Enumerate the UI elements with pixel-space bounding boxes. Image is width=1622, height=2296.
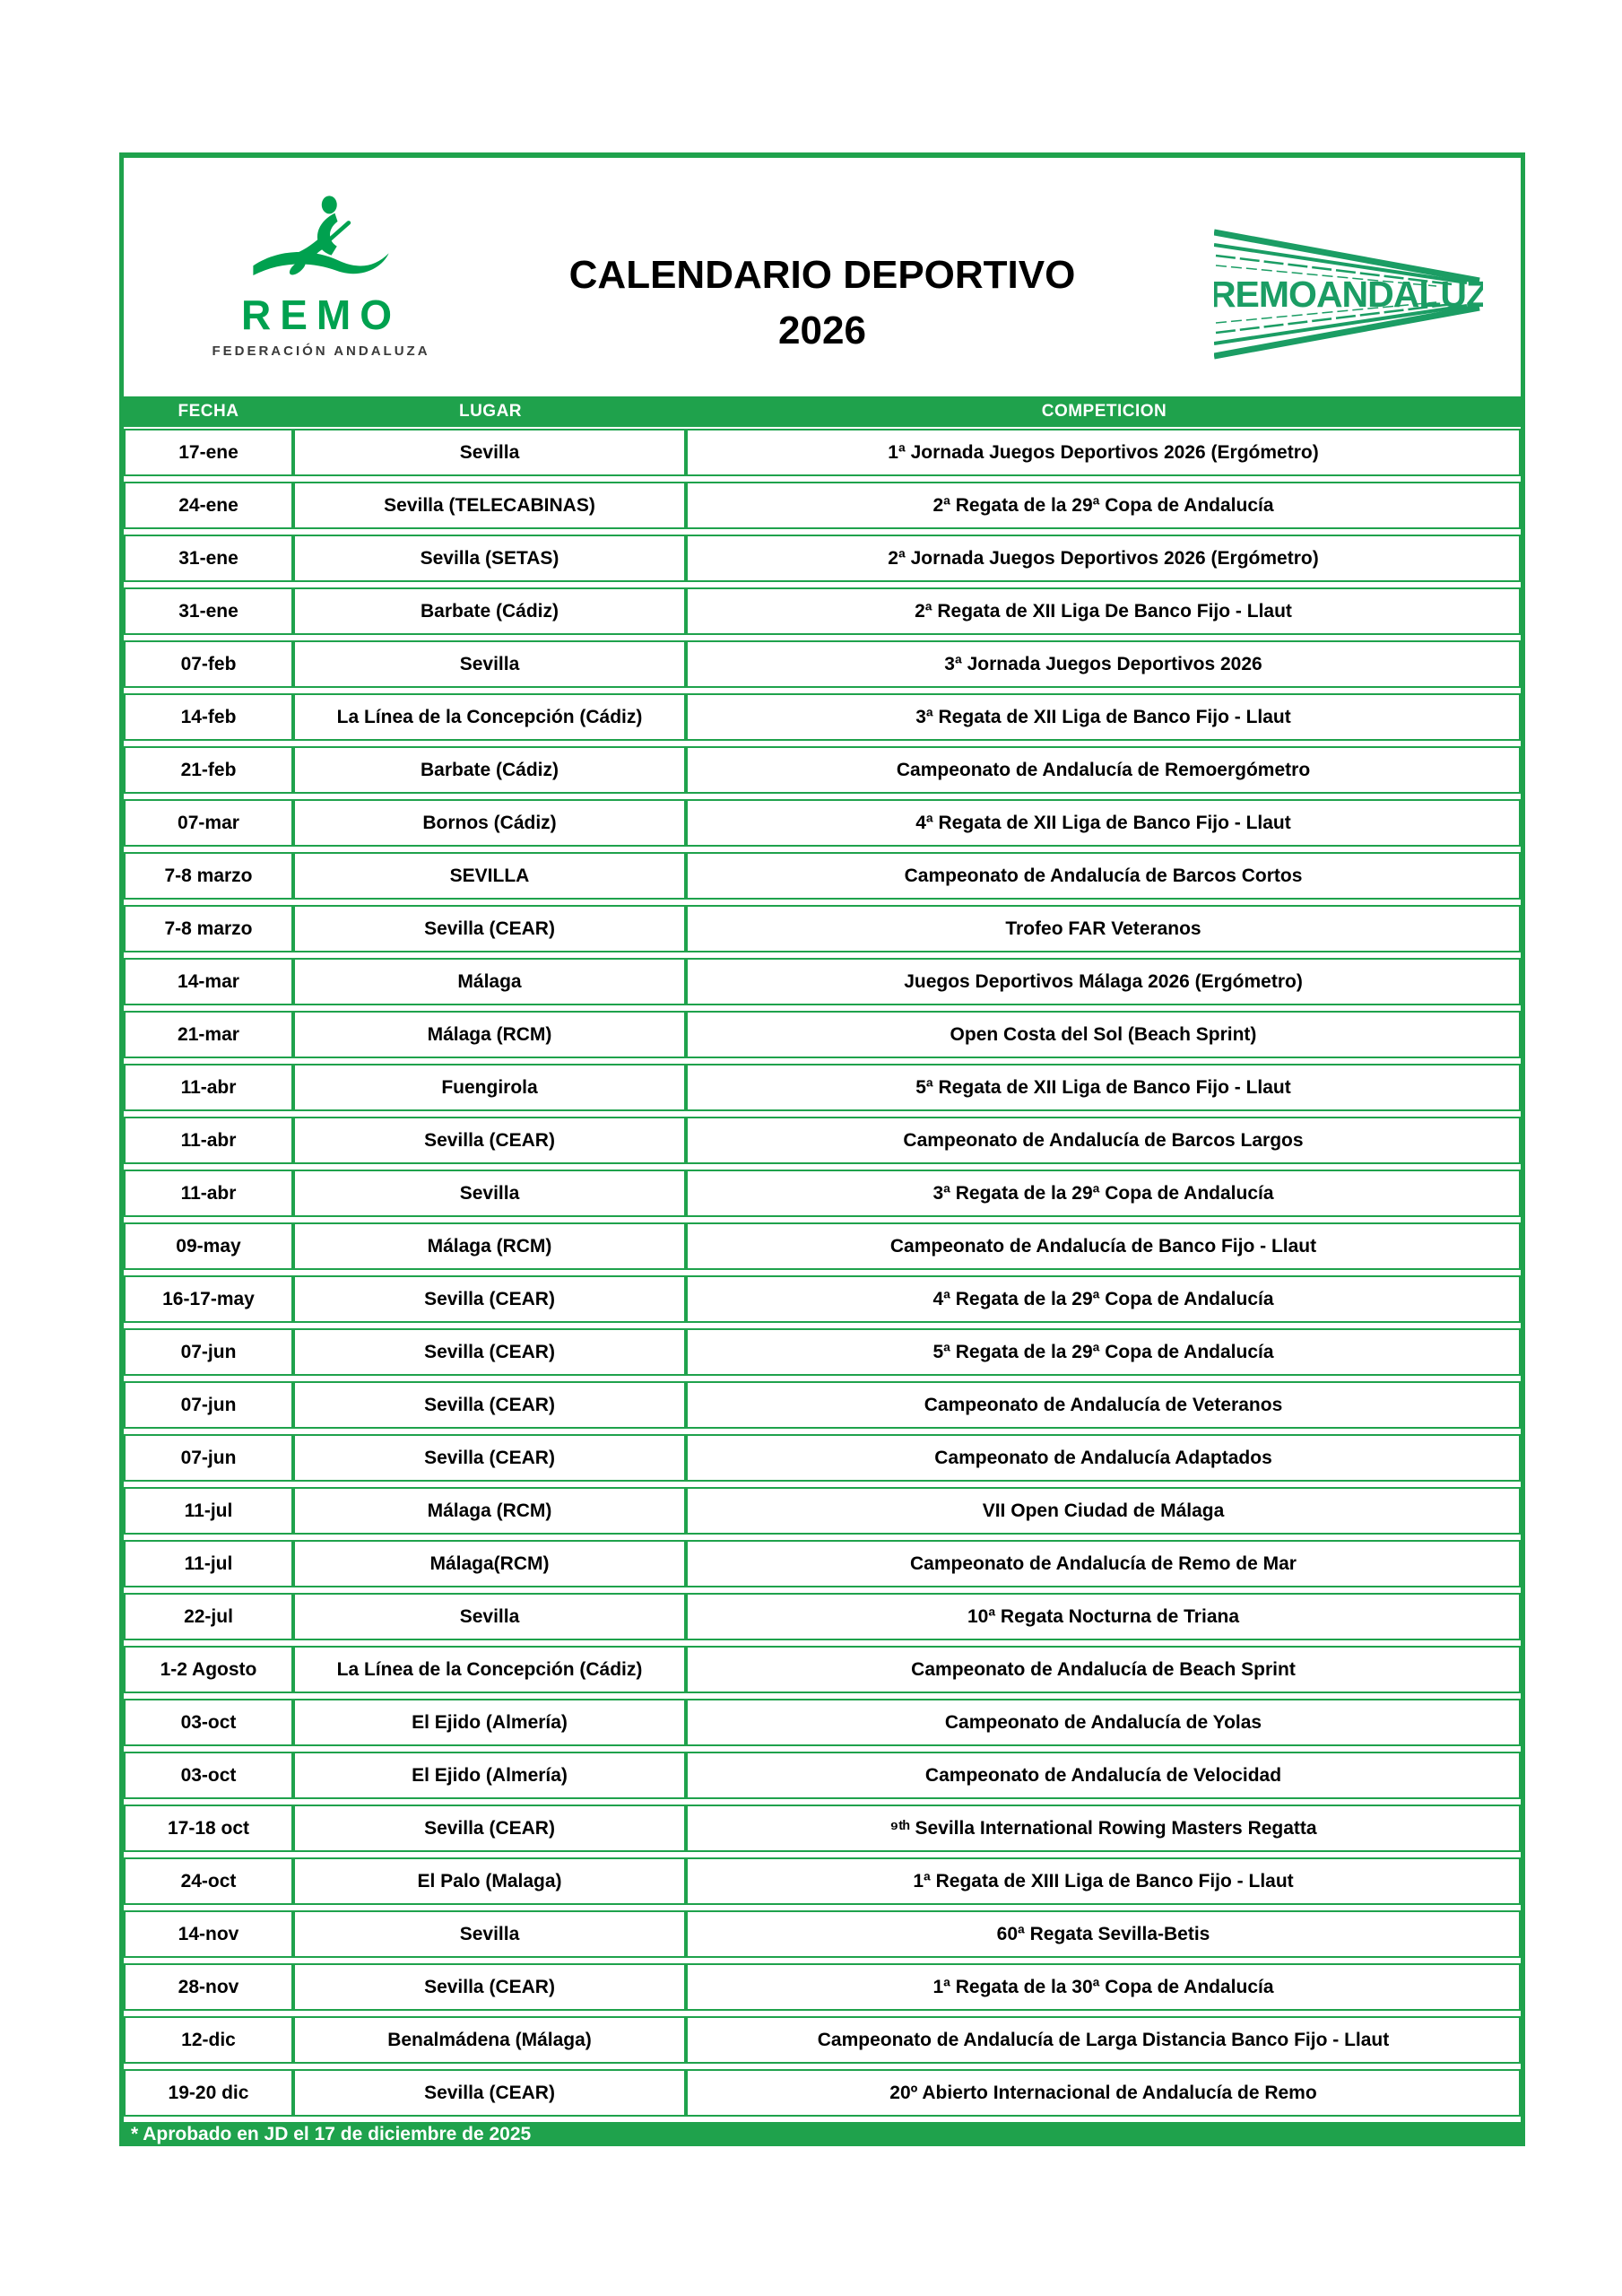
row-lugar-cell: Sevilla (CEAR): [295, 1277, 684, 1321]
row-competicion-cell: 20º Abierto Internacional de Andalucía de Remo: [688, 2071, 1519, 2115]
row-fecha-cell: 11-abr: [126, 1171, 291, 1215]
row-lugar-cell: Sevilla: [295, 1912, 684, 1956]
row-competicion-cell: 1ª Regata de la 30ª Copa de Andalucía: [688, 1965, 1519, 2009]
row-competicion-cell: Campeonato de Andalucía de Remo de Mar: [688, 1542, 1519, 1586]
table-row: [124, 2069, 1521, 2117]
row-lugar-cell: Sevilla (CEAR): [295, 1806, 684, 1850]
remo-logo-name: REMO: [241, 291, 401, 338]
row-lugar-cell: Sevilla: [295, 430, 684, 474]
table-row: [124, 1487, 1521, 1535]
table-row: [124, 535, 1521, 582]
row-lugar-cell: El Palo (Malaga): [295, 1859, 684, 1903]
row-lugar-cell: Sevilla (CEAR): [295, 1436, 684, 1480]
row-lugar-cell: Bornos (Cádiz): [295, 801, 684, 845]
row-fecha-cell: 17-18 oct: [126, 1806, 291, 1850]
row-fecha-cell: 07-mar: [126, 801, 291, 845]
row-competicion-cell: 1ª Regata de XIII Liga de Banco Fijo - Llaut: [688, 1859, 1519, 1903]
table-row: [124, 587, 1521, 635]
row-competicion-cell: 3ª Regata de XII Liga de Banco Fijo - Llaut: [688, 695, 1519, 739]
row-fecha-cell: 7-8 marzo: [126, 854, 291, 898]
table-row: [124, 1275, 1521, 1323]
row-fecha-cell: 03-oct: [126, 1700, 291, 1744]
row-lugar-cell: Málaga(RCM): [295, 1542, 684, 1586]
page-title-line2: 2026: [778, 309, 866, 352]
table-row: [124, 1064, 1521, 1111]
table-row: [124, 640, 1521, 688]
row-fecha-cell: 7-8 marzo: [126, 907, 291, 951]
remoandaluz-logo: [1214, 226, 1483, 362]
row-competicion-cell: Campeonato de Andalucía de Banco Fijo - Llaut: [688, 1224, 1519, 1268]
row-competicion-cell: Campeonato de Andalucía Adaptados: [688, 1436, 1519, 1480]
row-lugar-cell: El Ejido (Almería): [295, 1753, 684, 1797]
row-lugar-cell: Málaga (RCM): [295, 1489, 684, 1533]
row-fecha-cell: 24-ene: [126, 483, 291, 527]
table-row: [124, 1381, 1521, 1429]
table-row: [124, 1540, 1521, 1587]
row-lugar-cell: Sevilla (CEAR): [295, 907, 684, 951]
footer-note-bar: [124, 2122, 1521, 2146]
row-fecha-cell: 17-ene: [126, 430, 291, 474]
row-fecha-cell: 07-jun: [126, 1330, 291, 1374]
row-lugar-cell: Barbate (Cádiz): [295, 589, 684, 633]
table-row: [124, 1222, 1521, 1270]
row-fecha-cell: 07-jun: [126, 1383, 291, 1427]
row-fecha-cell: 14-nov: [126, 1912, 291, 1956]
table-row: [124, 1963, 1521, 2011]
row-competicion-cell: 2ª Jornada Juegos Deportivos 2026 (Ergómetro): [688, 536, 1519, 580]
row-fecha-cell: 11-jul: [126, 1542, 291, 1586]
table-row: [124, 1910, 1521, 1958]
table-row: [124, 1805, 1521, 1852]
row-competicion-cell: Campeonato de Andalucía de Yolas: [688, 1700, 1519, 1744]
row-competicion-cell: 4ª Regata de XII Liga de Banco Fijo - Llaut: [688, 801, 1519, 845]
row-competicion-cell: 4ª Regata de la 29ª Copa de Andalucía: [688, 1277, 1519, 1321]
row-fecha-cell: 21-feb: [126, 748, 291, 792]
row-competicion-cell: Campeonato de Andalucía de Veteranos: [688, 1383, 1519, 1427]
row-competicion-cell: 2ª Regata de la 29ª Copa de Andalucía: [688, 483, 1519, 527]
table-row: [124, 1857, 1521, 1905]
table-row: [124, 746, 1521, 794]
row-fecha-cell: 14-feb: [126, 695, 291, 739]
row-fecha-cell: 31-ene: [126, 589, 291, 633]
row-competicion-cell: ⁹ᵗʰ Sevilla International Rowing Masters Regatta: [688, 1806, 1519, 1850]
row-fecha-cell: 09-may: [126, 1224, 291, 1268]
row-competicion-cell: Trofeo FAR Veteranos: [688, 907, 1519, 951]
document-frame: [119, 152, 1525, 2146]
remo-logo-subtitle: FEDERACIÓN ANDALUZA: [212, 344, 430, 359]
row-competicion-cell: 2ª Regata de XII Liga De Banco Fijo - Llaut: [688, 589, 1519, 633]
row-fecha-cell: 07-feb: [126, 642, 291, 686]
row-lugar-cell: Málaga: [295, 960, 684, 1004]
row-lugar-cell: Málaga (RCM): [295, 1224, 684, 1268]
row-lugar-cell: Sevilla (SETAS): [295, 536, 684, 580]
page-title-line1: CALENDARIO DEPORTIVO: [568, 253, 1076, 297]
row-lugar-cell: Sevilla (CEAR): [295, 1383, 684, 1427]
row-competicion-cell: Campeonato de Andalucía de Velocidad: [688, 1753, 1519, 1797]
column-header-fecha: FECHA: [178, 402, 239, 421]
row-lugar-cell: Sevilla (CEAR): [295, 1965, 684, 2009]
table-row: [124, 1646, 1521, 1693]
document-header: [124, 158, 1521, 396]
row-competicion-cell: 60ª Regata Sevilla-Betis: [688, 1912, 1519, 1956]
row-fecha-cell: 19-20 dic: [126, 2071, 291, 2115]
table-row: [124, 429, 1521, 476]
row-lugar-cell: Sevilla (CEAR): [295, 1330, 684, 1374]
footer-note: * Aprobado en JD el 17 de diciembre de 2025: [131, 2124, 532, 2144]
row-fecha-cell: 31-ene: [126, 536, 291, 580]
remoandaluz-logo-name: REMOANDALUZ: [1214, 274, 1483, 315]
row-fecha-cell: 07-jun: [126, 1436, 291, 1480]
row-lugar-cell: Sevilla (CEAR): [295, 1118, 684, 1162]
table-row: [124, 693, 1521, 741]
row-lugar-cell: Sevilla: [295, 642, 684, 686]
row-lugar-cell: Sevilla: [295, 1171, 684, 1215]
row-fecha-cell: 14-mar: [126, 960, 291, 1004]
row-competicion-cell: 10ª Regata Nocturna de Triana: [688, 1595, 1519, 1639]
speed-lines-icon: [1214, 274, 1483, 366]
row-fecha-cell: 11-abr: [126, 1118, 291, 1162]
row-competicion-cell: Campeonato de Andalucía de Barcos Largos: [688, 1118, 1519, 1162]
row-lugar-cell: La Línea de la Concepción (Cádiz): [295, 1648, 684, 1692]
table-row: [124, 1328, 1521, 1376]
row-competicion-cell: 3ª Regata de la 29ª Copa de Andalucía: [688, 1171, 1519, 1215]
table-row: [124, 852, 1521, 900]
table-row: [124, 1699, 1521, 1746]
row-competicion-cell: Juegos Deportivos Málaga 2026 (Ergómetro): [688, 960, 1519, 1004]
row-lugar-cell: Fuengirola: [295, 1065, 684, 1109]
table-row: [124, 958, 1521, 1005]
row-competicion-cell: Campeonato de Andalucía de Barcos Cortos: [688, 854, 1519, 898]
table-row: [124, 905, 1521, 952]
row-competicion-cell: 5ª Regata de XII Liga de Banco Fijo - Llaut: [688, 1065, 1519, 1109]
table-row: [124, 2016, 1521, 2064]
table-row: [124, 1434, 1521, 1482]
table-header-row: [124, 396, 1521, 427]
column-header-competicion: COMPETICION: [1041, 402, 1167, 421]
table-row: [124, 1011, 1521, 1058]
table-row: [124, 1752, 1521, 1799]
table-row: [124, 799, 1521, 847]
row-lugar-cell: Barbate (Cádiz): [295, 748, 684, 792]
row-lugar-cell: Benalmádena (Málaga): [295, 2018, 684, 2062]
row-competicion-cell: Campeonato de Andalucía de Larga Distancia Banco Fijo - Llaut: [688, 2018, 1519, 2062]
row-lugar-cell: El Ejido (Almería): [295, 1700, 684, 1744]
row-lugar-cell: La Línea de la Concepción (Cádiz): [295, 695, 684, 739]
row-lugar-cell: Sevilla (TELECABINAS): [295, 483, 684, 527]
row-fecha-cell: 28-nov: [126, 1965, 291, 2009]
row-lugar-cell: SEVILLA: [295, 854, 684, 898]
row-lugar-cell: Málaga (RCM): [295, 1013, 684, 1057]
column-header-lugar: LUGAR: [458, 402, 523, 421]
row-fecha-cell: 24-oct: [126, 1859, 291, 1903]
row-fecha-cell: 12-dic: [126, 2018, 291, 2062]
row-competicion-cell: Open Costa del Sol (Beach Sprint): [688, 1013, 1519, 1057]
row-fecha-cell: 11-abr: [126, 1065, 291, 1109]
row-fecha-cell: 21-mar: [126, 1013, 291, 1057]
row-competicion-cell: Campeonato de Andalucía de Beach Sprint: [688, 1648, 1519, 1692]
table-row: [124, 1117, 1521, 1164]
row-lugar-cell: Sevilla (CEAR): [295, 2071, 684, 2115]
table-row: [124, 1170, 1521, 1217]
row-competicion-cell: 3ª Jornada Juegos Deportivos 2026: [688, 642, 1519, 686]
row-competicion-cell: 1ª Jornada Juegos Deportivos 2026 (Ergómetro): [688, 430, 1519, 474]
row-fecha-cell: 1-2 Agosto: [126, 1648, 291, 1692]
row-competicion-cell: VII Open Ciudad de Málaga: [688, 1489, 1519, 1533]
row-competicion-cell: Campeonato de Andalucía de Remoergómetro: [688, 748, 1519, 792]
row-fecha-cell: 22-jul: [126, 1595, 291, 1639]
row-fecha-cell: 03-oct: [126, 1753, 291, 1797]
row-fecha-cell: 11-jul: [126, 1489, 291, 1533]
row-fecha-cell: 16-17-may: [126, 1277, 291, 1321]
row-competicion-cell: 5ª Regata de la 29ª Copa de Andalucía: [688, 1330, 1519, 1374]
table-row: [124, 482, 1521, 529]
table-row: [124, 1593, 1521, 1640]
table-body: [124, 427, 1521, 2117]
row-lugar-cell: Sevilla: [295, 1595, 684, 1639]
